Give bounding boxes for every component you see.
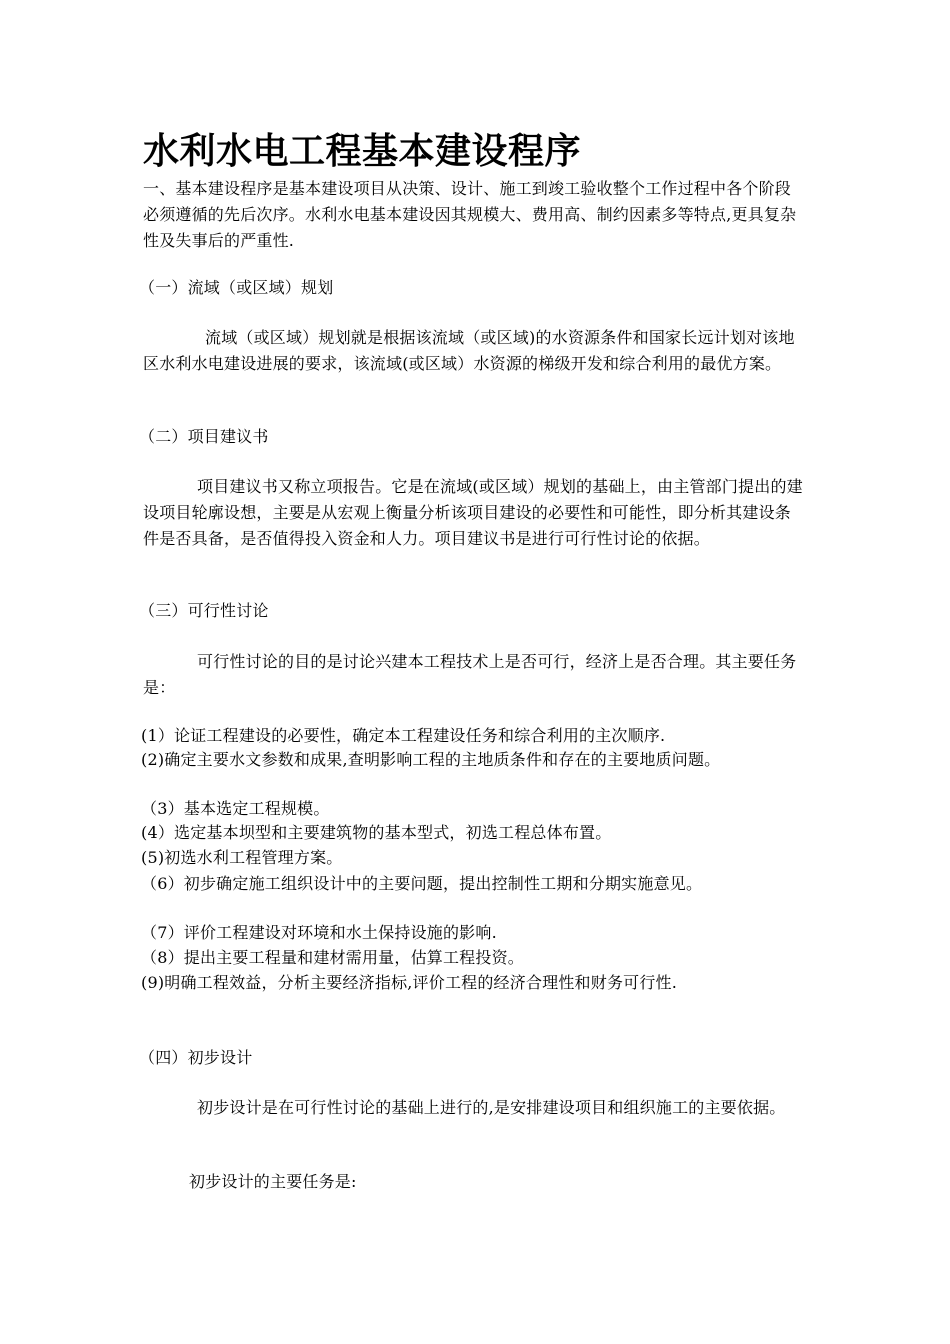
- list-item: (5)初选水利工程管理方案。: [141, 848, 343, 867]
- section-body-1: 流域（或区域）规划就是根据该流域（或区域)的水资源条件和国家长远计划对该地区水利水电建设进展的要求，该流域(或区域）水资源的梯级开发和综合利用的最优方案。: [143, 328, 795, 373]
- list-item: (2)确定主要水文参数和成果,查明影响工程的主地质条件和存在的主要地质问题。: [141, 750, 721, 769]
- list-item: （7）评价工程建设对环境和水土保持设施的影响.: [141, 923, 497, 942]
- list-item: （8）提出主要工程量和建材需用量，估算工程投资。: [141, 948, 524, 967]
- section-heading-4: （四）初步设计: [139, 1048, 253, 1067]
- list-item: (9)明确工程效益，分析主要经济指标,评价工程的经济合理性和财务可行性.: [141, 973, 678, 992]
- list-item: (1）论证工程建设的必要性，确定本工程建设任务和综合利用的主次顺序.: [141, 726, 666, 745]
- section-body-4: 初步设计是在可行性讨论的基础上进行的,是安排建设项目和组织施工的主要依据。: [197, 1098, 786, 1117]
- document-title: 水利水电工程基本建设程序: [143, 131, 582, 172]
- list-item: （3）基本选定工程规模。: [141, 799, 330, 818]
- section-tasks-intro-4: 初步设计的主要任务是:: [189, 1172, 357, 1191]
- list-item: （6）初步确定施工组织设计中的主要问题，提出控制性工期和分期实施意见。: [141, 874, 703, 893]
- intro-paragraph: 一、基本建设程序是基本建设项目从决策、设计、施工到竣工验收整个工作过程中各个阶段必须遵循的先后次序。水利水电基本建设因其规模大、费用高、制约因素多等特点,更具复杂性及失事后的严重性.: [143, 179, 797, 250]
- list-item: (4）选定基本坝型和主要建筑物的基本型式，初选工程总体布置。: [141, 823, 612, 842]
- section-heading-2: （二）项目建议书: [139, 427, 269, 446]
- section-body-3: 可行性讨论的目的是讨论兴建本工程技术上是否可行，经济上是否合理。其主要任务是：: [143, 652, 797, 697]
- section-body-2: 项目建议书又称立项报告。它是在流域(或区域）规划的基础上，由主管部门提出的建设项目轮廓设想，主要是从宏观上衡量分析该项目建设的必要性和可能性，即分析其建设条件是否具备，是否值得投入资金和人力。项目建议书是进行可行性讨论的依据。: [143, 477, 803, 548]
- section-heading-3: （三）可行性讨论: [139, 601, 269, 620]
- section-heading-1: （一）流域（或区域）规划: [139, 278, 334, 297]
